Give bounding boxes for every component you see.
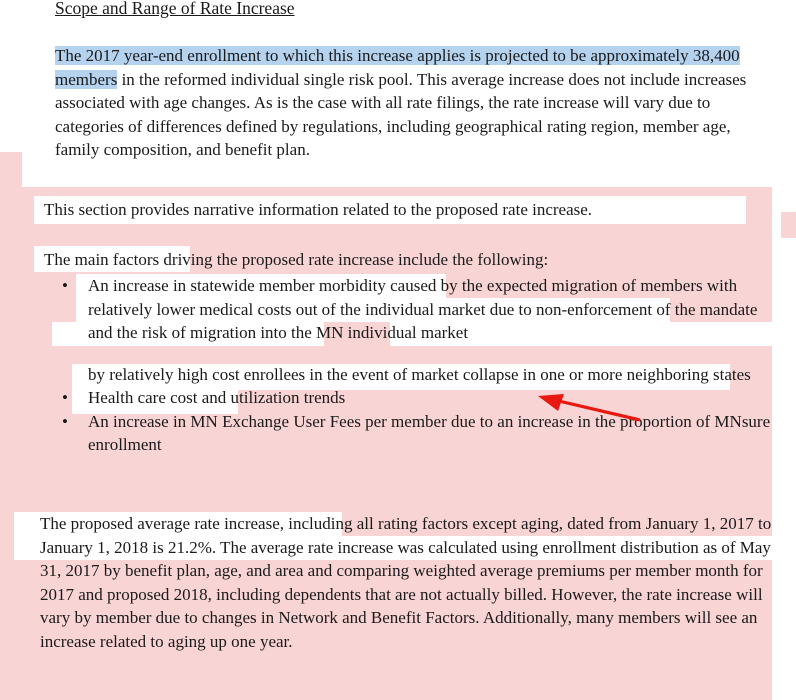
list-item-label: by relatively high cost enrollees in the event of market collapse in one or more neighboring states: [88, 364, 751, 384]
list-item-label: An increase in statewide member morbidity caused by the expected migration of members with relatively lower medical costs out of the individual market due to non-enforcement of the mandate and the risk of migration into the MN individual market: [88, 276, 758, 342]
factors-lead-in: The main factors driving the proposed rate increase include the following:: [44, 250, 549, 269]
list-spacer: [44, 345, 784, 363]
bullet-marker-icon: •: [62, 388, 68, 407]
scope-rest-text: in the reformed individual single risk pool. This average increase does not include increases associated with age changes. As is the case with all rate filings, the rate increase will vary due to categories of differences defined by regulations, including geographical rating region, member age, family composition, and benefit plan.: [55, 69, 747, 159]
scope-highlighted-text: The 2017 year-end enrollment to which this increase applies is projected to be approximately 38,400 members: [55, 46, 740, 89]
factors-bullet-list: [44, 274, 784, 457]
section-intro-paragraph: This section provides narrative information related to the proposed rate increase.: [44, 200, 593, 219]
page-title: Scope and Range of Rate Increase: [55, 0, 295, 18]
scope-paragraph: [55, 44, 765, 162]
bullet-marker-icon: •: [62, 276, 68, 295]
proposed-rate-paragraph: The proposed average rate increase, including all rating factors except aging, dated from January 1, 2017 to January 1, 2018 is 21.2%. The average rate increase was calculated using enrollment distribution as of May 31, 2017 by benefit plan, age, and area and comparing weighted average premiums per member month for 2017 and proposed 2018, including dependents that are not actually billed. However, the rate increase will vary by member due to changes in Network and Benefit Factors. Additionally, many members will see an increase related to aging up one year.: [40, 514, 772, 651]
red-arrow-icon: [536, 390, 642, 424]
list-item: [44, 274, 784, 345]
list-item: [44, 410, 784, 457]
list-item: [44, 363, 784, 387]
right-edge-pink-marker: [781, 212, 796, 238]
list-item-label: An increase in MN Exchange User Fees per member due to an increase in the proportion of MNsure enrollment: [88, 411, 771, 454]
list-item: [44, 386, 784, 410]
list-item-label: Health care cost and utilization trends: [88, 388, 346, 407]
bullet-marker-icon: •: [62, 411, 68, 431]
